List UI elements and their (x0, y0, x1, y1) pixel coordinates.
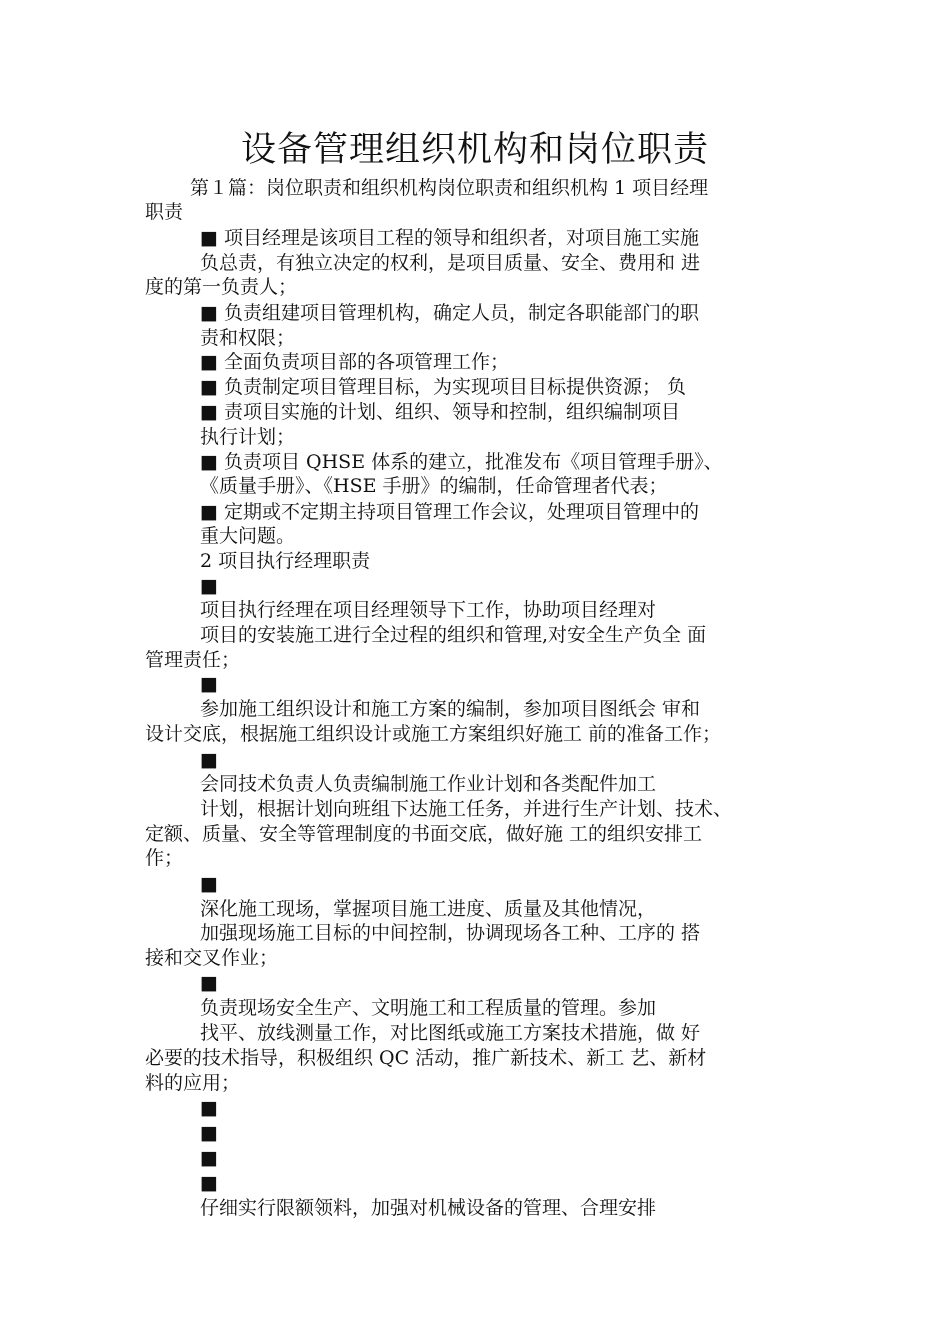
text-line: ■ 责项目实施的计划、组织、领导和控制，组织编制项目 (200, 401, 680, 423)
text-line: 作； (145, 847, 184, 869)
bullet-square: ■ (200, 1172, 218, 1194)
text-line: 仔细实行限额领料，加强对机械设备的管理、合理安排 (200, 1197, 657, 1219)
text-line: ■ 负责制定项目管理目标，为实现项目目标提供资源； 负 (200, 376, 687, 398)
text-line: ■ 项目经理是该项目工程的领导和组织者，对项目施工实施 (200, 227, 699, 249)
text-line: 管理责任； (145, 649, 241, 671)
text-line: 深化施工现场，掌握项目施工进度、质量及其他情况， (200, 898, 657, 920)
text-line: 会同技术负责人负责编制施工作业计划和各类配件加工 (200, 773, 657, 795)
text-line: ■ 全面负责项目部的各项管理工作； (200, 351, 509, 373)
text-line: 接和交叉作业； (145, 947, 279, 969)
text-line: 2 项目执行经理职责 (200, 550, 371, 572)
text-line: 项目的安装施工进行全过程的组织和管理,对安全生产负全 面 (200, 624, 707, 646)
text-line: 加强现场施工目标的中间控制，协调现场各工种、工序的 搭 (200, 922, 701, 944)
text-line: 必要的技术指导，积极组织 QC 活动，推广新技术、新工 艺、新材 (145, 1047, 707, 1069)
page-title: 设备管理组织机构和岗位职责 (240, 130, 709, 170)
bullet-square: ■ (200, 1097, 218, 1119)
text-line: 执行计划； (200, 426, 296, 448)
text-line: 负责现场安全生产、文明施工和工程质量的管理。参加 (200, 997, 657, 1019)
text-line: 项目执行经理在项目经理领导下工作，协助项目经理对 (200, 599, 657, 621)
text-line: 找平、放线测量工作，对比图纸或施工方案技术措施，做 好 (200, 1022, 701, 1044)
text-line: 责和权限； (200, 327, 296, 349)
text-line: ■ 负责组建项目管理机构，确定人员，制定各职能部门的职 (200, 302, 699, 324)
text-line: 《质量手册》、《HSE 手册》的编制，任命管理者代表； (200, 475, 668, 497)
text-line: ■ 定期或不定期主持项目管理工作会议，处理项目管理中的 (200, 501, 699, 523)
bullet-square: ■ (200, 673, 218, 695)
text-line: 设计交底，根据施工组织设计或施工方案组织好施工 前的准备工作； (145, 723, 722, 745)
bullet-square: ■ (200, 749, 218, 771)
text-line: 第１篇：岗位职责和组织机构岗位职责和组织机构 1 项目经理 (190, 177, 709, 199)
text-line: 定额、质量、安全等管理制度的书面交底，做好施 工的组织安排工 (145, 823, 703, 845)
text-line: 参加施工组织设计和施工方案的编制，参加项目图纸会 审和 (200, 698, 701, 720)
bullet-square: ■ (200, 972, 218, 994)
text-line: 度的第一负责人； (145, 276, 298, 298)
text-line: 重大问题。 (200, 525, 296, 547)
bullet-square: ■ (200, 1122, 218, 1144)
text-line: ■ 负责项目 QHSE 体系的建立，批准发布《项目管理手册》、 (200, 451, 723, 473)
bullet-square: ■ (200, 575, 218, 597)
text-line: 职责 (145, 201, 184, 223)
text-line: 计划，根据计划向班组下达施工任务，并进行生产计划、技术、 (200, 798, 733, 820)
text-line: 负总责，有独立决定的权利，是项目质量、安全、费用和 进 (200, 252, 701, 274)
text-line: 料的应用； (145, 1072, 241, 1094)
bullet-square: ■ (200, 1147, 218, 1169)
bullet-square: ■ (200, 873, 218, 895)
